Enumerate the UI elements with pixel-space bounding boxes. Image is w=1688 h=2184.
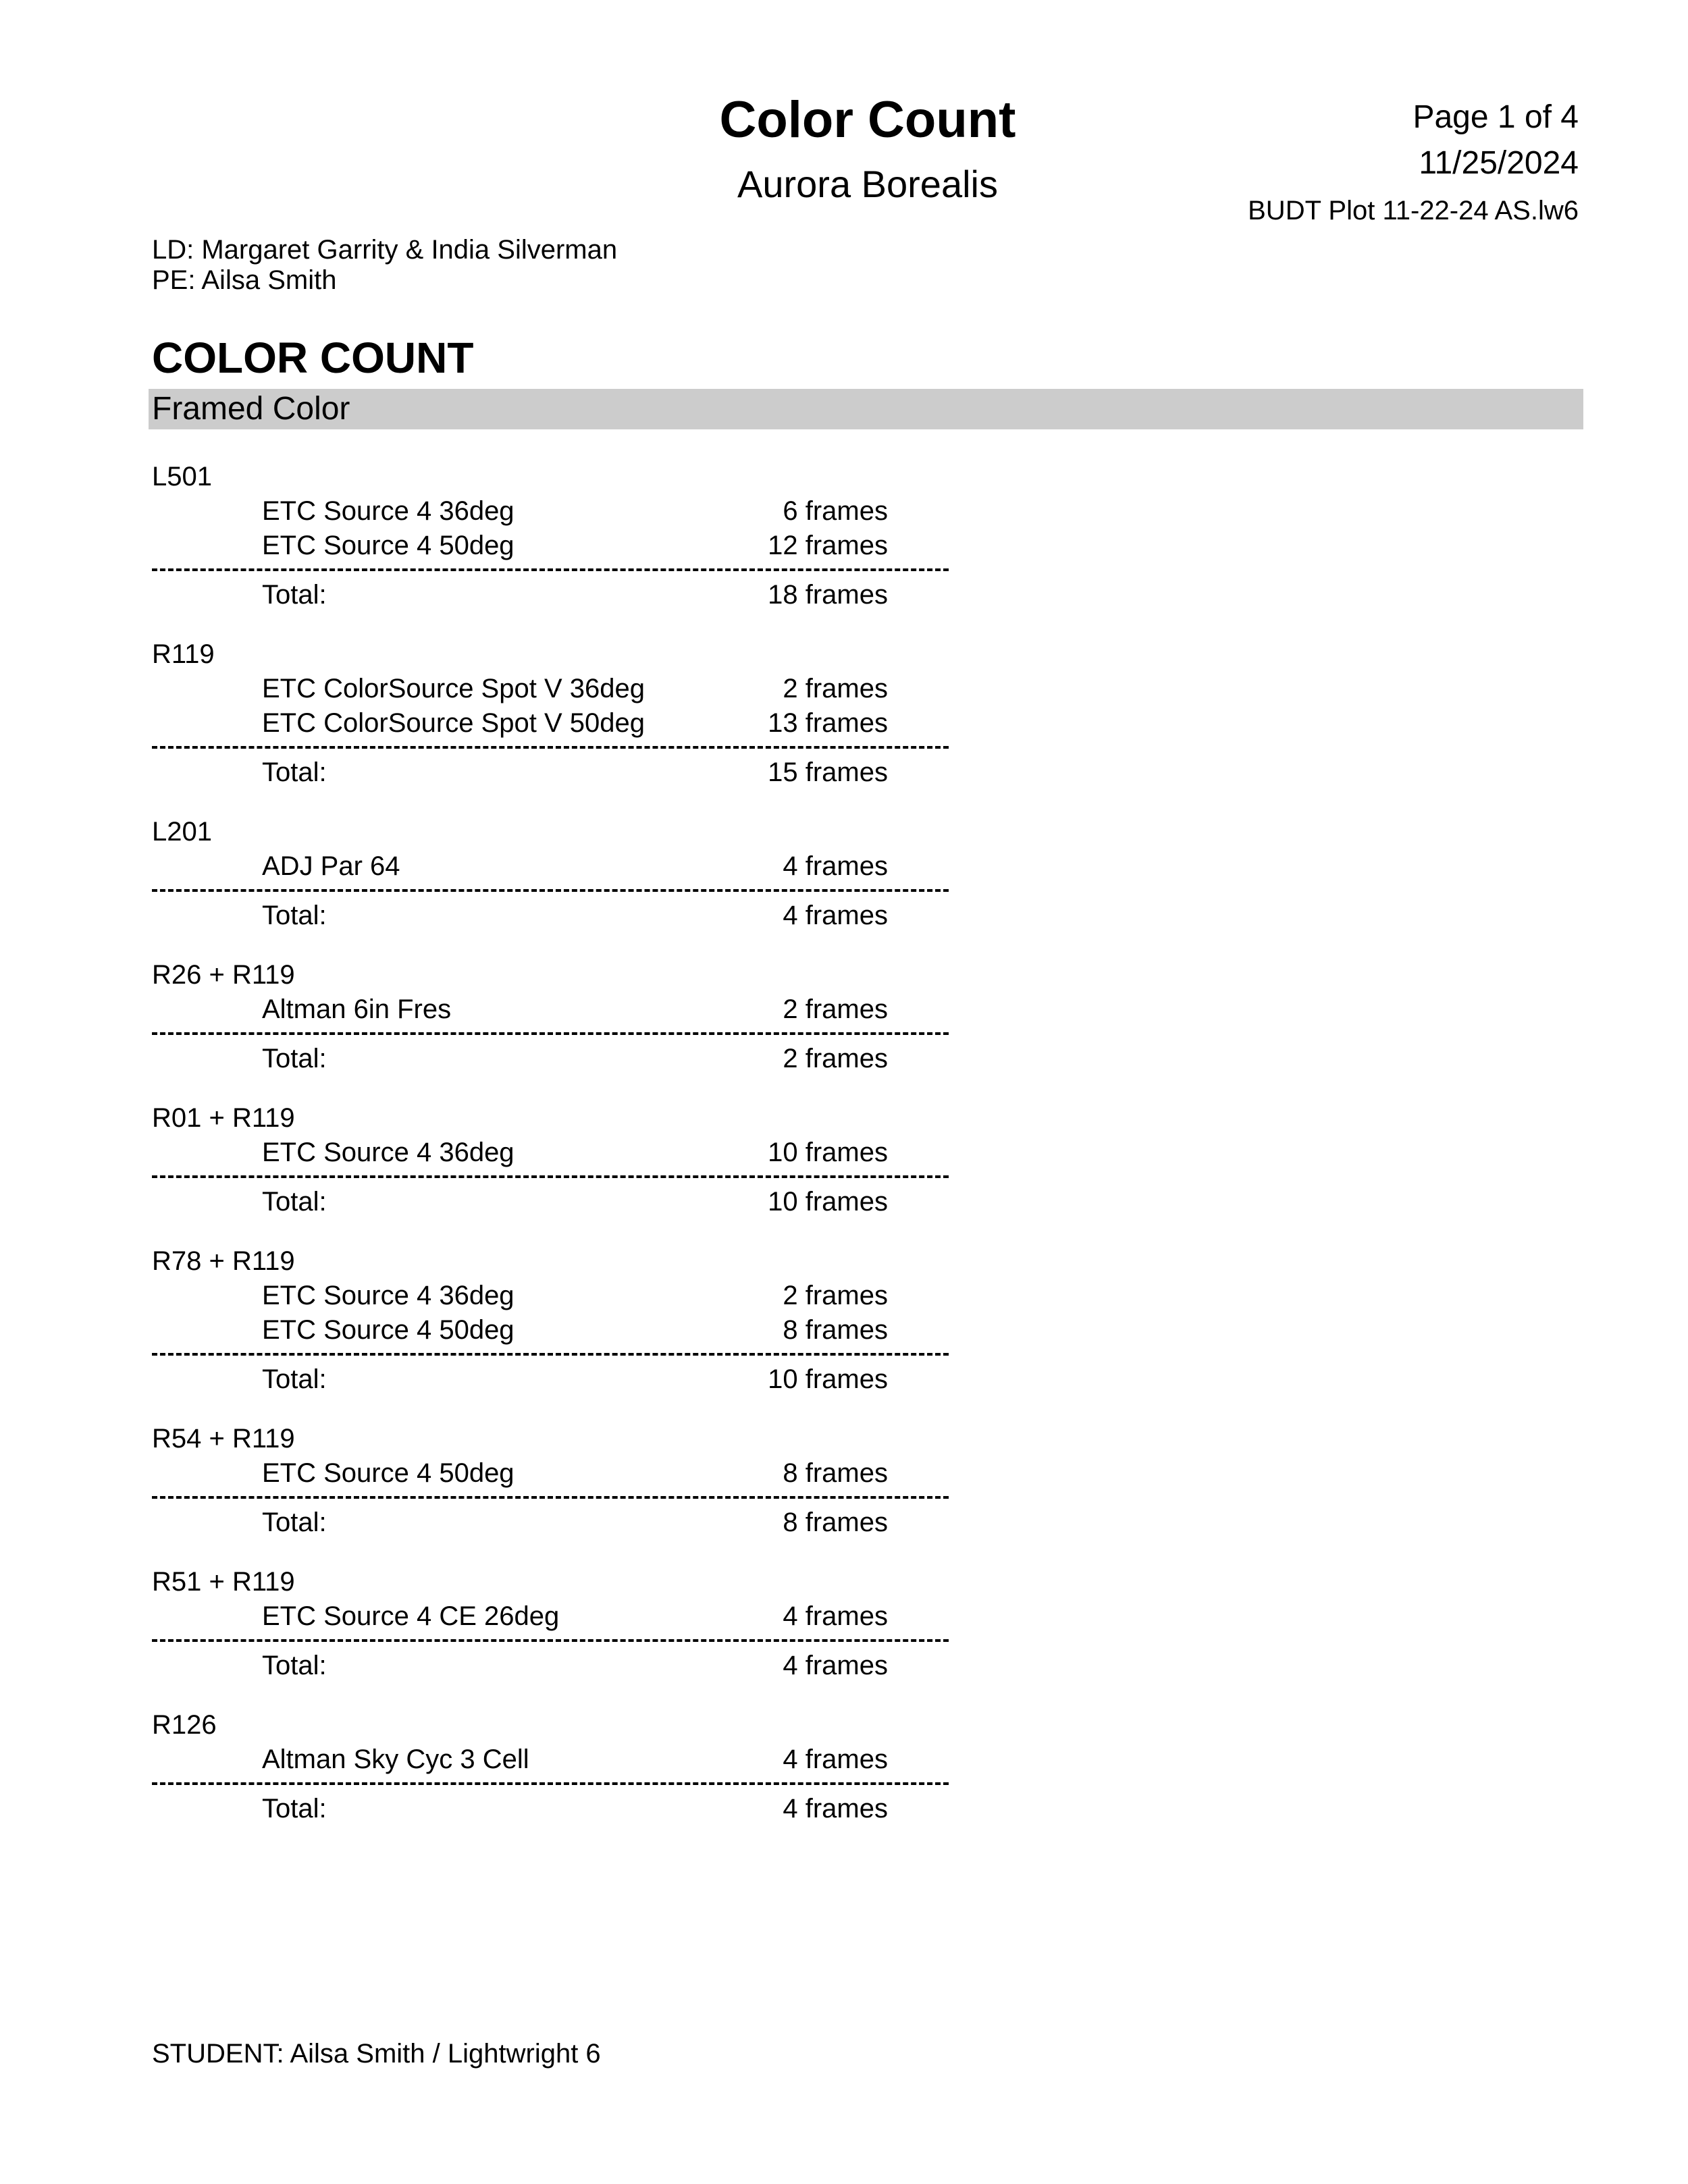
- total-row: [152, 1362, 949, 1397]
- fixture-type: ETC Source 4 36deg: [262, 496, 515, 526]
- fixture-row: [152, 1313, 949, 1348]
- color-group: [152, 1707, 949, 1826]
- fixture-row: [152, 1599, 949, 1634]
- frame-count: 8 frames: [783, 1315, 888, 1345]
- dashed-divider: [152, 1353, 949, 1356]
- fixture-type: ETC Source 4 CE 26deg: [262, 1601, 560, 1631]
- section-heading: COLOR COUNT: [152, 334, 474, 382]
- color-group: [152, 1244, 949, 1397]
- frame-count: 4 frames: [783, 1601, 888, 1631]
- color-name: R119: [152, 639, 215, 669]
- total-label: Total:: [262, 1044, 327, 1073]
- total-count: 4 frames: [783, 1794, 888, 1823]
- frame-count: 2 frames: [783, 674, 888, 703]
- dashed-divider: [152, 1496, 949, 1499]
- total-count: 10 frames: [768, 1187, 888, 1217]
- color-name: R126: [152, 1710, 217, 1740]
- frame-count: 2 frames: [783, 994, 888, 1024]
- fixture-row: [152, 706, 949, 741]
- report-date: 11/25/2024: [1419, 145, 1579, 181]
- fixture-row: [152, 1136, 949, 1170]
- fixture-row: [152, 1742, 949, 1777]
- color-group: [152, 1421, 949, 1540]
- color-group: [152, 637, 949, 790]
- fixture-type: ETC Source 4 50deg: [262, 1315, 515, 1345]
- color-name: L501: [152, 462, 212, 491]
- fixture-type: ETC Source 4 36deg: [262, 1281, 515, 1310]
- fixture-row: [152, 494, 949, 529]
- total-count: 10 frames: [768, 1364, 888, 1394]
- footer-credit: STUDENT: Ailsa Smith / Lightwright 6: [152, 2039, 601, 2069]
- total-count: 15 frames: [768, 757, 888, 787]
- total-label: Total:: [262, 1508, 327, 1537]
- total-count: 4 frames: [783, 1651, 888, 1680]
- frame-count: 4 frames: [783, 1744, 888, 1774]
- fixture-row: [152, 529, 949, 563]
- frame-count: 6 frames: [783, 496, 888, 526]
- fixture-type: ETC ColorSource Spot V 50deg: [262, 708, 645, 738]
- lighting-designer: LD: Margaret Garrity & India Silverman: [152, 235, 618, 265]
- fixture-row: [152, 1456, 949, 1491]
- color-group: [152, 1564, 949, 1683]
- total-row: [152, 755, 949, 790]
- dashed-divider: [152, 1639, 949, 1642]
- color-name: R54 + R119: [152, 1424, 295, 1454]
- color-group: [152, 459, 949, 612]
- fixture-type: ETC Source 4 36deg: [262, 1138, 515, 1167]
- section-bar: [149, 389, 1583, 429]
- file-name: BUDT Plot 11-22-24 AS.lw6: [1248, 196, 1579, 225]
- total-row: [152, 1792, 949, 1826]
- total-label: Total:: [262, 901, 327, 930]
- color-name: R01 + R119: [152, 1103, 295, 1133]
- color-name: R78 + R119: [152, 1246, 295, 1276]
- fixture-type: ETC Source 4 50deg: [262, 531, 515, 560]
- total-label: Total:: [262, 1187, 327, 1217]
- color-groups: [152, 459, 949, 1850]
- dashed-divider: [152, 1782, 949, 1785]
- page-number: Page 1 of 4: [1413, 99, 1579, 135]
- fixture-row: [152, 1279, 949, 1313]
- fixture-row: [152, 849, 949, 884]
- frame-count: 10 frames: [768, 1138, 888, 1167]
- fixture-type: Altman Sky Cyc 3 Cell: [262, 1744, 529, 1774]
- fixture-type: Altman 6in Fres: [262, 994, 452, 1024]
- total-label: Total:: [262, 580, 327, 610]
- total-row: [152, 1185, 949, 1219]
- dashed-divider: [152, 568, 949, 571]
- total-row: [152, 1042, 949, 1076]
- color-group: [152, 957, 949, 1076]
- dashed-divider: [152, 1032, 949, 1035]
- color-name: R26 + R119: [152, 960, 295, 990]
- frame-count: 2 frames: [783, 1281, 888, 1310]
- total-row: [152, 578, 949, 612]
- fixture-type: ETC Source 4 50deg: [262, 1458, 515, 1488]
- color-group: [152, 814, 949, 933]
- report-title: Color Count: [719, 91, 1016, 149]
- total-label: Total:: [262, 1651, 327, 1680]
- color-name: L201: [152, 817, 212, 847]
- frame-count: 4 frames: [783, 851, 888, 881]
- total-count: 18 frames: [768, 580, 888, 610]
- fixture-row: [152, 992, 949, 1027]
- total-count: 2 frames: [783, 1044, 888, 1073]
- color-group: [152, 1100, 949, 1219]
- total-count: 8 frames: [783, 1508, 888, 1537]
- total-row: [152, 1649, 949, 1683]
- fixture-type: ETC ColorSource Spot V 36deg: [262, 674, 645, 703]
- production-electrician: PE: Ailsa Smith: [152, 265, 337, 295]
- fixture-type: ADJ Par 64: [262, 851, 400, 881]
- total-row: [152, 1506, 949, 1540]
- frame-count: 8 frames: [783, 1458, 888, 1488]
- dashed-divider: [152, 746, 949, 749]
- total-count: 4 frames: [783, 901, 888, 930]
- total-label: Total:: [262, 757, 327, 787]
- total-row: [152, 899, 949, 933]
- frame-count: 13 frames: [768, 708, 888, 738]
- credits: [152, 235, 617, 296]
- dashed-divider: [152, 889, 949, 892]
- frame-count: 12 frames: [768, 531, 888, 560]
- show-name: Aurora Borealis: [737, 163, 998, 205]
- total-label: Total:: [262, 1364, 327, 1394]
- dashed-divider: [152, 1175, 949, 1178]
- color-name: R51 + R119: [152, 1567, 295, 1597]
- section-subheading: Framed Color: [152, 391, 350, 427]
- fixture-row: [152, 672, 949, 706]
- total-label: Total:: [262, 1794, 327, 1823]
